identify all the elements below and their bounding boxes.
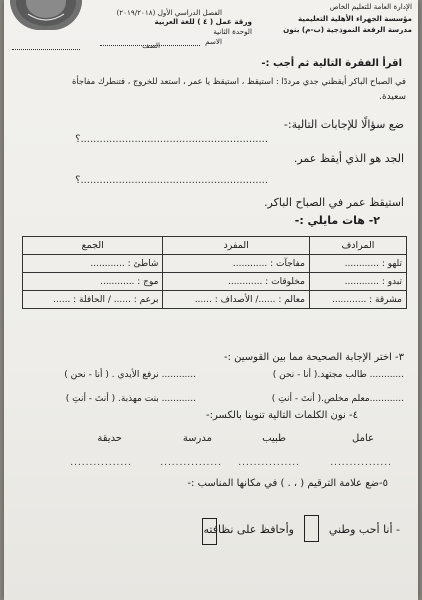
unit-label: الوحدة الثانية [213,27,252,36]
school-logo [10,0,82,30]
q2-answer-line[interactable]: ...........................................................؟ [75,175,268,186]
school-name: مدرسة الرفعة النموذجية (ب-م) بنون [283,25,412,34]
table-cell[interactable]: معالم : ....../ الأصداف : ...... [163,291,309,309]
passage-line-2: سعيدة. [379,92,406,102]
header-singular: المفرد [163,237,309,255]
section4-title: ٤- نون الكلمات التالية تنوينا بالكسر:- [205,410,358,421]
section3-title: ٣- اختر الإجابة الصحيحة مما بين القوسين :- [223,352,404,363]
choice-item-2[interactable]: ............ نرفع الأيدي . ( أنا - نحن ) [64,370,196,380]
section5-title: ٥-ضع علامة الترقيم ( ، . ) في مكانها المناسب :- [187,478,388,489]
header-plural: الجمع [23,237,163,255]
table-cell[interactable]: تلهو : ............ [309,255,406,273]
semester-label: الفصل الدراسي الأول (٢٠١٩/٢٠١٨) [116,8,222,17]
word-tabib: طبيب [262,433,286,444]
word-answer-3[interactable]: ................ [160,458,222,468]
q1-answer-line[interactable]: ...........................................................؟ [75,134,268,145]
table-cell[interactable]: برعم : ...... / الحافلة : ...... [23,291,163,309]
table-cell[interactable]: موج : ............ [23,273,163,291]
word-amil: عامل [352,433,374,444]
worksheet-page [4,0,418,600]
table-cell[interactable]: تبدو : ............ [309,273,406,291]
table-row [23,255,407,273]
name-label: الاسم [205,37,222,46]
question-prompt: ضع سؤالًا للإجابات التالية:- [283,118,404,131]
word-answer-4[interactable]: ................ [70,458,132,468]
class-label: الصف [142,41,160,50]
passage-line-1: في الصباح الباكر أيقظني جدي مرددًا : استيقظ ، استيقظ يا عمر ، استعد للخروج ، فتنطرك مفاجأة [72,76,406,86]
choice-item-1[interactable]: ............ طالب مجتهد.( أنا - نحن ) [272,370,404,380]
vocab-table [22,236,407,309]
sentence-part-b: وأحافظ على نظافته [203,523,294,536]
worksheet-title: ورقة عمل ( ٤ ) للغة العربية [154,17,252,26]
org-name: مؤسسة الجهراء الأهلية التعليمية [297,14,412,23]
choice-item-3[interactable]: ............معلم مخلص.( أنتَ - أنتِ ) [271,394,404,404]
punctuation-box-2[interactable] [202,518,217,545]
table-row [23,291,407,309]
q2-given-answer: الجد هو الذي أيقظ عمر. [293,152,404,165]
admin-title: الإدارة العامة للتعليم الخاص [329,2,412,11]
word-madrasa: مدرسة [182,433,212,444]
table-cell[interactable]: مخلوقات : ............ [163,273,309,291]
q3-given-answer: استيقظ عمر في الصباح الباكر. [264,196,404,209]
word-hadiqa: حديقة [97,433,122,444]
table-cell[interactable]: شاطئ : ............ [23,255,163,273]
header-synonym: المرادف [309,237,406,255]
word-answer-2[interactable]: ................ [238,458,300,468]
word-answer-1[interactable]: ................ [330,458,392,468]
table-row [23,273,407,291]
table-cell[interactable]: مفاجآت : ............ [163,255,309,273]
section2-title: ٢- هات مايلي :- [294,214,380,227]
table-header-row [23,237,407,255]
sentence-part-a: - أنا أحب وطني [328,523,400,536]
reading-instruction: اقرأ الفقرة التالية ثم أجب :- [261,58,402,69]
table-cell[interactable]: مشرقة : ............ [309,291,406,309]
choice-item-4[interactable]: ............ بنت مهذبة. ( أنتَ - أنتِ ) [65,394,196,404]
punctuation-box-1[interactable] [304,515,319,542]
class-line[interactable] [12,49,80,50]
